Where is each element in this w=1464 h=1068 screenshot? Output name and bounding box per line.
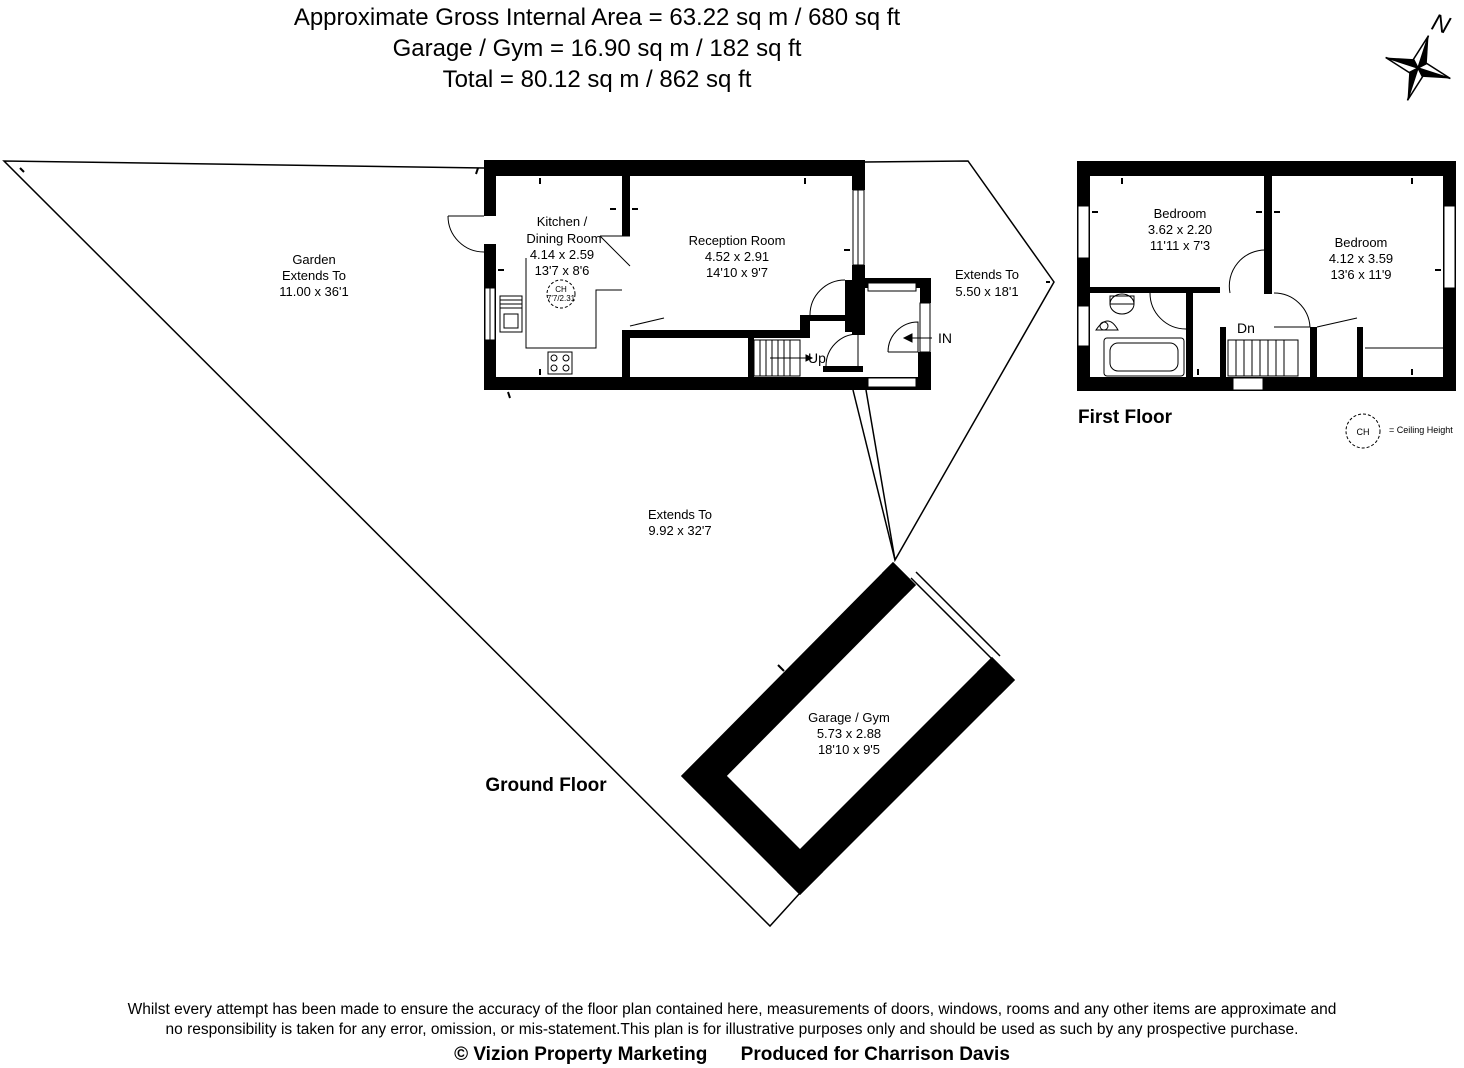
bedroom1-name: Bedroom	[1153, 206, 1207, 221]
garden-sub: Extends To	[281, 268, 347, 283]
side-area-dims: 5.50 x 18'1	[955, 284, 1019, 299]
legend-symbol: CH	[1356, 427, 1370, 437]
reception-name: Reception Room	[688, 233, 786, 248]
compass-icon	[1375, 9, 1461, 111]
reception-imperial: 14'10 x 9'7	[705, 265, 769, 280]
bedroom2-metric: 4.12 x 3.59	[1328, 251, 1394, 266]
legend-text: = Ceiling Height	[1389, 425, 1453, 435]
garden-dims: 11.00 x 36'1	[279, 284, 349, 299]
kitchen-name-1: Kitchen /	[536, 214, 588, 229]
side-area-name: Extends To	[954, 267, 1020, 282]
ceiling-height-legend	[1346, 414, 1453, 448]
kitchen-metric: 4.14 x 2.59	[529, 247, 595, 262]
gross-area-text: Approximate Gross Internal Area = 63.22 sq m / 680 sq ft	[293, 4, 901, 31]
compass-north-label: N	[1428, 8, 1454, 40]
first-floor-labels	[1078, 206, 1393, 428]
total-area-text: Total = 80.12 sq m / 862 sq ft	[442, 66, 752, 93]
reception-metric: 4.52 x 2.91	[704, 249, 770, 264]
stairs-down-label: Dn	[1237, 320, 1255, 336]
front-area-name: Extends To	[647, 507, 713, 522]
garage-imperial: 18'10 x 9'5	[817, 742, 881, 757]
ceiling-height-tag-value: 7'7/2.31	[546, 294, 576, 303]
footer	[0, 1000, 1464, 1068]
garden-name: Garden	[292, 252, 336, 267]
bedroom2-name: Bedroom	[1334, 235, 1388, 250]
entrance-label: IN	[938, 330, 952, 346]
bedroom1-metric: 3.62 x 2.20	[1147, 222, 1213, 237]
copyright-text: © Vizion Property Marketing	[454, 1044, 708, 1065]
produced-for-text: Produced for Charrison Davis	[740, 1044, 1010, 1065]
ground-floor-labels	[279, 214, 1019, 796]
garage-metric: 5.73 x 2.88	[816, 726, 882, 741]
garage-name: Garage / Gym	[808, 710, 890, 725]
first-floor-title: First Floor	[1078, 407, 1172, 428]
disclaimer-line-2: no responsibility is taken for any error, omission, or mis-statement.This plan is for illustrative purposes only and should be used as such by any prospective purchase.	[165, 1021, 1299, 1038]
bedroom2-imperial: 13'6 x 11'9	[1330, 267, 1392, 282]
credits	[0, 1042, 1464, 1068]
kitchen-imperial: 13'7 x 8'6	[534, 263, 590, 278]
front-area-dims: 9.92 x 32'7	[648, 523, 712, 538]
ground-floor-title: Ground Floor	[485, 775, 607, 796]
kitchen-name-2: Dining Room	[526, 231, 602, 246]
disclaimer-line-1: Whilst every attempt has been made to ensure the accuracy of the floor plan contained here, measurements of doors, windows, rooms and any other items are approximate and	[127, 1001, 1337, 1018]
garden-outline	[4, 161, 1054, 926]
ceiling-height-tag-label: CH	[555, 285, 567, 294]
stairs-up-label: Up	[808, 350, 826, 366]
garage-area-text: Garage / Gym = 16.90 sq m / 182 sq ft	[392, 35, 802, 62]
bedroom1-imperial: 11'11 x 7'3	[1149, 238, 1211, 253]
